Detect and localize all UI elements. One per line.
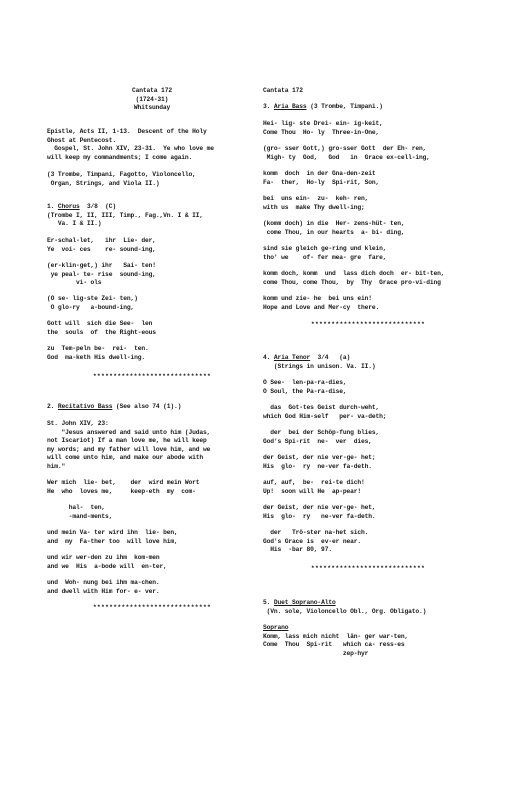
lyric-line: God's Grace is ev-er near. xyxy=(263,537,361,545)
intro-line: Epistle, Acts II, 1-13. Descent of the Holy xyxy=(47,128,207,135)
lyric-line: Come Thou Ho- ly Three-in-One, xyxy=(263,128,380,136)
lyric-line: O glo-ry a-bound-ing, xyxy=(47,303,135,311)
lyric-line: der Trö-ster na-het sich. xyxy=(263,529,369,536)
lyric-line: and my Fa-ther too will love him, xyxy=(47,537,178,545)
lyric-line: komm doch in der Gna-den-zeit xyxy=(263,170,376,177)
lyric-line: der Geist, der nie ver-ge- het, xyxy=(263,504,376,511)
lyric-line: (O se- lig-ste Zei- ten,) xyxy=(47,295,138,302)
lyric-line: komm und zie- he bei uns ein! xyxy=(263,295,372,302)
voice-label: Soprano xyxy=(263,624,289,631)
movement-title: Recitativo Bass xyxy=(57,403,113,410)
movement-title: Duet Soprano-Alto xyxy=(273,599,336,606)
lyric-line: Gott will sich die See- len xyxy=(47,320,153,327)
lyric-line: God ma-keth His dwell-ing. xyxy=(47,353,145,361)
lyric-line: O See- len-pa-ra-dies, xyxy=(263,379,347,386)
lyric-line: der bei der Schöp-fung blies, xyxy=(263,429,380,436)
lyric-line: der Geist, der nie ver-ge- het; xyxy=(263,454,376,461)
lyric-line: God's Spi-rit ne- ver dies, xyxy=(263,437,372,445)
movement-instrumentation: Va. I & II.) xyxy=(47,220,102,227)
lyric-line: and dwell with Him for- e- ver. xyxy=(47,587,160,595)
section-separator: **************************** xyxy=(310,565,426,572)
lyric-line: which God Him-self per- va-deth; xyxy=(263,412,387,420)
cantata-occasion: Whitsunday xyxy=(133,104,171,111)
lyric-line: O Soul, the Pa-ra-dise, xyxy=(263,387,347,395)
lyric-line: His glo- ry ne-ver fa-deth. xyxy=(263,462,372,470)
lyric-line: (komm doch) in die Her- zens-hüt- ten, xyxy=(263,220,405,227)
lyric-line: und wir wer-den zu ihm kom-men xyxy=(47,554,160,561)
movement-3-heading xyxy=(263,103,473,112)
scripture-line: him." xyxy=(47,462,66,470)
movement-instrumentation: (Strings in unison. Va. II.) xyxy=(263,362,376,370)
lyric-line: Up! soon will He ap-pear! xyxy=(263,487,361,495)
section-separator: ***************************** xyxy=(92,604,212,611)
lyric-line: auf, auf, be- rei-te dich! xyxy=(263,479,365,486)
movement-meta: (3 Trombe, Timpani.) xyxy=(306,103,383,110)
section-separator: **************************** xyxy=(310,321,426,328)
movement-meta: 3/8 (C) xyxy=(79,203,116,210)
lyric-line: und Woh- nung bei ihm ma-chen. xyxy=(47,579,160,586)
movement-title: Chorus xyxy=(57,203,80,210)
lyric-line: komm doch, komm und lass dich doch er- bit-ten, xyxy=(263,270,445,277)
lyric-line: with us make Thy dwell-ing; xyxy=(263,203,365,211)
lyric-line: ye peal- te- rise sound-ing, xyxy=(47,270,156,278)
lyric-line: bei uns ein- zu- keh- ren, xyxy=(263,195,369,202)
cantata-title: Cantata 172 xyxy=(263,87,303,94)
section-separator: ***************************** xyxy=(92,373,212,380)
lyric-line: come Thou, in our hearts a- bi- ding, xyxy=(263,228,405,236)
lyric-line: Wer mich lie- bet, der wird mein Wort xyxy=(47,479,200,486)
lyric-line: and we His a-bode will en-ter, xyxy=(47,562,167,570)
lyric-line: Komm, lass mich nicht län- ger war-ten, xyxy=(263,632,409,640)
movement-title: Aria Tenor xyxy=(273,354,311,361)
lyric-line: Fa- ther, Ho-ly Spi-rit, Son, xyxy=(263,178,380,186)
lyric-line: Hei- lig- ste Drei- ein- ig-keit, xyxy=(263,120,383,127)
intro-line: Gospel, St. John XIV, 23-31. Ye who love me xyxy=(47,145,214,152)
lyric-line: (er-klin-get,) ihr Sai- ten! xyxy=(47,262,156,269)
lyric-line: His -bar 80, 97. xyxy=(263,546,332,553)
lyric-line: Er-schal-let, ihr Lie- der, xyxy=(47,237,156,244)
movement-instrumentation: (Trombe I, II, III, Timp., Fag.,Vn. I & II, xyxy=(47,211,204,219)
cantata-date: (1724-31) xyxy=(135,95,169,103)
lyric-line: Come Thou Spi-rit which ca- ress-es xyxy=(263,641,405,648)
lyric-line: tho' we of- fer mea- gre fare, xyxy=(263,253,387,261)
lyric-line: vi- ols xyxy=(47,279,102,286)
lyric-line: zep-hyr xyxy=(263,649,369,657)
movement-number: 3. xyxy=(263,103,274,110)
lyric-line: Migh- ty God, God in Grace ex-cell-ing, xyxy=(263,153,430,161)
movement-5-heading xyxy=(263,599,473,608)
lyric-line: the souls of the Right-eous xyxy=(47,328,156,336)
lyric-line: He who loves me, keep-eth my com- xyxy=(47,487,196,495)
intro-line: will keep my commandments; I come again. xyxy=(47,153,193,161)
orchestration-line: (3 Trombe, Timpani, Fagotto, Violoncello, xyxy=(47,171,196,178)
lyric-line: Ye voi- ces re- sound-ing, xyxy=(47,245,156,253)
movement-number: 1. xyxy=(47,203,58,210)
scripture-line: will come unto him, and make our abode with xyxy=(47,454,204,461)
scripture-line: "Jesus answered and said unto him (Judas, xyxy=(47,428,211,436)
movement-title: Aria Bass xyxy=(273,103,307,110)
lyric-line: zu Tem-peln be- rei- ten. xyxy=(47,345,149,352)
lyric-line: hal- ten, xyxy=(47,504,106,511)
lyric-line: (gro- sser Gott,) gro-sser Gott der Eh- ren, xyxy=(263,145,427,152)
scripture-line: St. John XIV, 23: xyxy=(47,420,109,427)
movement-2-heading xyxy=(47,403,257,412)
intro-line: Ghost at Pentecost. xyxy=(47,136,116,144)
lyric-line: come Thou, come Thou, by Thy Grace pro-vi-ding xyxy=(263,278,441,286)
movement-number: 5. xyxy=(263,599,274,606)
lyric-line: und mein Va- ter wird ihn lie- ben, xyxy=(47,529,178,536)
lyric-line: His glo- ry ne-ver fa-deth. xyxy=(263,512,376,520)
lyric-line: -mand-ments, xyxy=(47,512,113,520)
scripture-line: my words; and my father will love him, and we xyxy=(47,445,211,453)
orchestration-line: Organ, Strings, and Viola II.) xyxy=(47,179,160,187)
movement-number: 4. xyxy=(263,354,274,361)
lyric-line: Hope and Love and Mer-cy there. xyxy=(263,303,380,311)
lyric-line: sind sie gleich ge-ring und klein, xyxy=(263,245,387,252)
movement-4-heading xyxy=(263,354,473,363)
movement-number: 2. xyxy=(47,403,58,410)
movement-instrumentation: (Vn. sole, Violoncello Obl., Org. Obligato.) xyxy=(263,607,427,615)
cantata-title: Cantata 172 xyxy=(132,87,172,94)
movement-1-heading xyxy=(47,203,257,212)
scripture-line: not Iscariot) If a man love me, he will keep xyxy=(47,437,207,444)
lyric-line: das Got-tes Geist durch-weht, xyxy=(263,404,380,411)
movement-meta: (See also 74 (1).) xyxy=(112,403,182,410)
movement-meta: 3/4 (a) xyxy=(310,354,351,361)
